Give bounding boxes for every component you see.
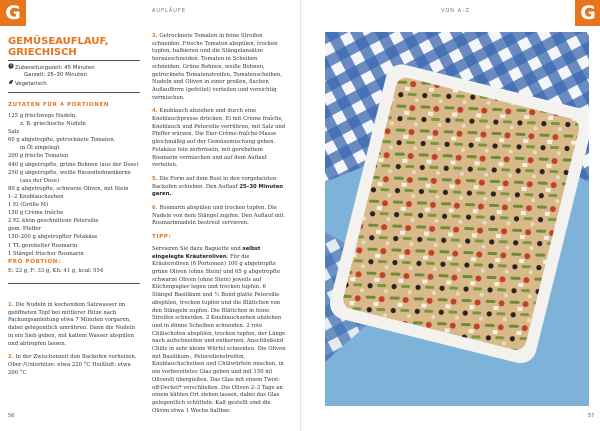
ingredient-item: Salz bbox=[8, 129, 20, 136]
step-paragraph bbox=[8, 354, 140, 377]
step-text: In der Zwischenzeit den Backofen vorheizen. Ober-/Unterhitze: etwa 220 °C Heißluft: etwa 200 °C bbox=[8, 354, 137, 376]
ingredient-item: 80 g abgetropfte, schwarze Oliven, mit Stein bbox=[8, 185, 129, 192]
title-rule bbox=[8, 60, 140, 61]
ingredient-item: 1 Stängel frischer Rosmarin bbox=[8, 250, 84, 257]
ingredient-item: 440 g abgetropfte, grüne Bohnen (aus der Dose) bbox=[8, 161, 139, 168]
step-paragraph bbox=[152, 108, 286, 170]
step-paragraph bbox=[152, 33, 286, 102]
running-head-right: VON A–Z bbox=[441, 8, 470, 14]
section-letter-left: G bbox=[0, 0, 26, 26]
casserole-photo bbox=[325, 32, 589, 406]
recipe-title-line2: GRIECHISCH bbox=[8, 47, 77, 58]
ingredient-item: 200 g frische Tomaten bbox=[8, 153, 69, 160]
step-text: Die Form auf dem Rost in den vorgeheizten Backofen schieben. Den Auflauf bbox=[152, 175, 277, 190]
ingredient-item: 150–200 g abgetropfter Fetakäse bbox=[8, 234, 98, 241]
ingredient-item: in Öl eingelegt bbox=[20, 145, 60, 152]
section-letter-right: G bbox=[575, 0, 600, 26]
meta-rule bbox=[8, 92, 140, 93]
step-number: 4. bbox=[152, 108, 158, 115]
portion-heading: PRO PORTION: bbox=[8, 259, 61, 265]
leaf-icon bbox=[8, 79, 15, 88]
prep-time-row bbox=[8, 63, 140, 72]
ingredient-list bbox=[8, 112, 140, 258]
clock-icon bbox=[8, 63, 15, 72]
ingredient-item: 2 EL klein geschnittene Petersilie bbox=[8, 218, 99, 225]
steps-right-column bbox=[152, 33, 286, 421]
diet-label: Vegetarisch bbox=[15, 81, 47, 88]
ingredient-item: 125 g frischwegs Nudeln, bbox=[8, 113, 77, 119]
step-paragraph bbox=[8, 302, 140, 348]
page-number-right: 57 bbox=[588, 413, 595, 419]
running-head-left: AUFLÄUFE bbox=[152, 8, 186, 14]
step-paragraph bbox=[152, 205, 286, 228]
step-number: 6. bbox=[152, 205, 158, 212]
step-text: Getrocknete Tomaten in feine Streifen schneiden. Frische Tomaten abspülen, trocken tupfen, halbieren und die Stängelansätze herausschneiden. Tomaten in Scheiben schneiden. Grüne Bohnen, weiße Bohnen, getrocknete Tomatenstreifen, Tomatenscheiben, Nudeln und Oliven in einer großen, flachen Auflaufform (gefettet) verteilen und vorsichtig vermischen. bbox=[152, 33, 283, 101]
cook-time: Garzeit: 25–30 Minuten bbox=[24, 72, 87, 79]
step-paragraph bbox=[152, 176, 286, 199]
page-number-left: 56 bbox=[8, 413, 15, 419]
ingredient-item: 1–2 Knoblauchzehen bbox=[8, 193, 64, 200]
ingredient-item: 150 g Crème fraîche bbox=[8, 210, 64, 217]
step-text: Die Nudeln in kochendem Salzwasser im geöffneten Topf bei mittlerer Hitze nach Packungsanleitung etwa 7 Minuten vorgaren, dabei gelegentlich umrühren. Dann die Nudeln in ein Sieb geben, mit kaltem Wasser abspülen und abtropfen lassen. bbox=[8, 302, 136, 347]
step-number: 5. bbox=[152, 175, 158, 182]
ingredient-item: gem. Pfeffer bbox=[8, 226, 42, 233]
tip-text bbox=[152, 246, 286, 415]
recipe-title bbox=[8, 36, 140, 58]
step-text: Rosmarin abspülen und trocken tupfen. Die Nadeln von dem Stängel zupfen. Den Auflauf mit Rosmarinnadeln bestreut servieren. bbox=[152, 205, 284, 227]
diet-row bbox=[8, 79, 140, 88]
prep-time: Zubereitungszeit: 45 Minuten bbox=[15, 65, 95, 71]
step-text: Knoblauch abziehen und durch eine Knoblauchpresse drücken. Ei mit Crème fraîche, Knoblauch und Petersilie verrühren, mit Salz und Pfeffer würzen. Die Eier-Crème-fraîche-Masse gleichmäßig auf der Gemüsemischung geben. Fetakäse fein zerbröseln, mit gerebeltem Rosmarin vermischen und auf dem Auflauf verteilen. bbox=[152, 108, 286, 169]
steps-left-column bbox=[8, 302, 140, 383]
tip-intro: Servieren Sie dazu Baguette und bbox=[152, 245, 241, 252]
ingredient-item: 1 Ei (Größe M) bbox=[8, 202, 49, 209]
recipe-meta bbox=[8, 63, 140, 89]
ingredients-heading: ZUTATEN FÜR 4 PORTIONEN bbox=[8, 102, 110, 108]
tip-bold: selbst eingelegte Kräuteroliven bbox=[152, 245, 261, 260]
ingredient-item: z. B. griechische Nudeln bbox=[20, 121, 86, 128]
step-bold-text: 25–30 Minuten garen. bbox=[152, 183, 284, 198]
recipe-title-line1: GEMÜSEAUFLAUF, bbox=[8, 36, 109, 47]
step-number: 2. bbox=[8, 354, 14, 361]
nutrition-info: E: 22 g, F: 33 g, Kh: 41 g, kcal: 554 bbox=[8, 268, 104, 274]
tip-heading: TIPP: bbox=[152, 234, 172, 241]
tip-body: . Für die Kräuteroliven (6 Portionen) 100 g abgetropfte grüne Oliven (ohne Stein) und 65 g abgetropfte schwarze Oliven (ohne Stein) jeweils auf Küchenpapier legen und trocken tupfen. 6 Stängel Basilikum und ½ Bund glatte Petersilie abspülen, trocken tupfen und die Blättchen von den Stängeln zupfen. Die Blättchen in feine Streifen schneiden. 2 Knoblauchzehen abziehen und in dünne Scheiben schneiden. 2 rote Chilischoten abspülen, trocken tupfen, der Länge nach aufschneiden und entkernen. Anschließend Chilis in sehr kleine Würfel schneiden. Die Oliven mit Basilikum-, Petersilienstreifen, Knoblauchscheiben und Chiliwürfeln mischen, in ein vorbereitetes Glas geben und mit 150 ml Olivenöl übergießen. Das Glas mit einem Twist-off-Deckel* verschließen. Die Oliven 2–3 Tage an einem kühlen Ort ziehen lassen, dabei das Glas gelegentlich schütteln. Kalt gestellt sind die Oliven etwa 1 Woche haltbar. bbox=[152, 253, 286, 414]
ingredient-item: 1 TL gerebelter Rosmarin bbox=[8, 242, 78, 249]
ingredient-item: 250 g abgetropfte, weiße Riesenbohnenkerne bbox=[8, 169, 131, 176]
step-number: 1. bbox=[8, 302, 14, 308]
ingredient-item: (aus der Dose) bbox=[20, 177, 60, 184]
nutrition-rule bbox=[8, 283, 140, 284]
step-number: 3. bbox=[152, 33, 158, 39]
ingredient-item: 60 g abgetropfte, getrocknete Tomaten, bbox=[8, 137, 116, 144]
